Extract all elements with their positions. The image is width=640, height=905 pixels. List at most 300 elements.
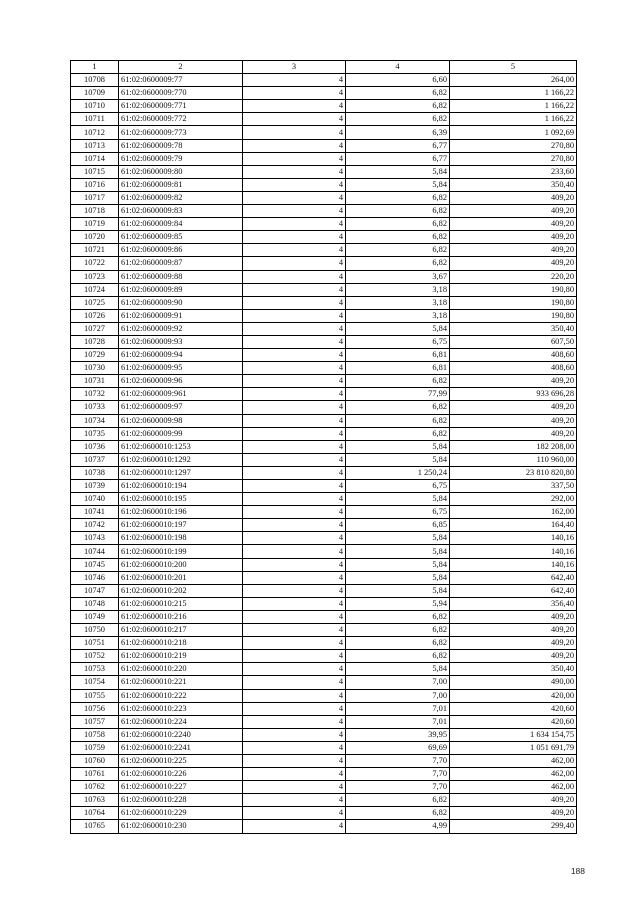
rate-cell: 6,82 [346, 87, 450, 100]
category-cell: 4 [243, 663, 346, 676]
category-cell: 4 [243, 283, 346, 296]
value-cell: 409,20 [450, 427, 577, 440]
cadastral-number-cell: 61:02:0600009:84 [119, 218, 243, 231]
rate-cell: 7,00 [346, 689, 450, 702]
rate-cell: 6,82 [346, 113, 450, 126]
category-cell: 4 [243, 610, 346, 623]
table-row [71, 270, 577, 283]
row-number-cell: 10742 [71, 519, 119, 532]
cadastral-number-cell: 61:02:0600009:88 [119, 270, 243, 283]
table-row [71, 610, 577, 623]
row-number-cell: 10764 [71, 807, 119, 820]
value-cell: 190,80 [450, 296, 577, 309]
value-cell: 140,16 [450, 545, 577, 558]
table-row [71, 139, 577, 152]
row-number-cell: 10728 [71, 335, 119, 348]
cadastral-number-cell: 61:02:0600010:195 [119, 493, 243, 506]
value-cell: 220,20 [450, 270, 577, 283]
registry-table [70, 60, 577, 834]
rate-cell: 6,81 [346, 349, 450, 362]
category-cell: 4 [243, 87, 346, 100]
value-cell: 1 092,69 [450, 126, 577, 139]
value-cell: 270,80 [450, 139, 577, 152]
table-row [71, 244, 577, 257]
row-number-cell: 10741 [71, 506, 119, 519]
value-cell: 409,20 [450, 414, 577, 427]
rate-cell: 5,84 [346, 453, 450, 466]
category-cell: 4 [243, 702, 346, 715]
rate-cell: 7,70 [346, 781, 450, 794]
row-number-cell: 10714 [71, 152, 119, 165]
cadastral-number-cell: 61:02:0600009:77 [119, 74, 243, 87]
table-row [71, 571, 577, 584]
cadastral-number-cell: 61:02:0600009:94 [119, 349, 243, 362]
table-row [71, 427, 577, 440]
category-cell: 4 [243, 100, 346, 113]
value-cell: 162,00 [450, 506, 577, 519]
cadastral-number-cell: 61:02:0600010:202 [119, 584, 243, 597]
row-number-cell: 10724 [71, 283, 119, 296]
row-number-cell: 10731 [71, 375, 119, 388]
table-row [71, 231, 577, 244]
cadastral-number-cell: 61:02:0600010:217 [119, 624, 243, 637]
rate-cell: 77,99 [346, 388, 450, 401]
table-row [71, 597, 577, 610]
rate-cell: 6,82 [346, 191, 450, 204]
value-cell: 409,20 [450, 650, 577, 663]
category-cell: 4 [243, 676, 346, 689]
category-cell: 4 [243, 597, 346, 610]
row-number-cell: 10727 [71, 322, 119, 335]
value-cell: 270,80 [450, 152, 577, 165]
rate-cell: 6,75 [346, 335, 450, 348]
table-row [71, 781, 577, 794]
category-cell: 4 [243, 689, 346, 702]
rate-cell: 3,67 [346, 270, 450, 283]
row-number-cell: 10740 [71, 493, 119, 506]
row-number-cell: 10750 [71, 624, 119, 637]
rate-cell: 5,94 [346, 597, 450, 610]
value-cell: 292,00 [450, 493, 577, 506]
row-number-cell: 10729 [71, 349, 119, 362]
cadastral-number-cell: 61:02:0600010:229 [119, 807, 243, 820]
value-cell: 409,20 [450, 624, 577, 637]
rate-cell: 7,00 [346, 676, 450, 689]
value-cell: 190,80 [450, 283, 577, 296]
cadastral-number-cell: 61:02:0600009:86 [119, 244, 243, 257]
value-cell: 337,50 [450, 480, 577, 493]
table-row [71, 493, 577, 506]
table-row [71, 624, 577, 637]
value-cell: 409,20 [450, 191, 577, 204]
value-cell: 350,40 [450, 663, 577, 676]
rate-cell: 6,85 [346, 519, 450, 532]
value-cell: 462,00 [450, 781, 577, 794]
table-row [71, 702, 577, 715]
value-cell: 408,60 [450, 362, 577, 375]
rate-cell: 6,82 [346, 231, 450, 244]
category-cell: 4 [243, 126, 346, 139]
cadastral-number-cell: 61:02:0600010:228 [119, 794, 243, 807]
cadastral-number-cell: 61:02:0600010:216 [119, 610, 243, 623]
category-cell: 4 [243, 244, 346, 257]
row-number-cell: 10761 [71, 768, 119, 781]
value-cell: 420,00 [450, 689, 577, 702]
table-row [71, 100, 577, 113]
cadastral-number-cell: 61:02:0600010:1253 [119, 440, 243, 453]
cadastral-number-cell: 61:02:0600010:199 [119, 545, 243, 558]
cadastral-number-cell: 61:02:0600010:219 [119, 650, 243, 663]
table-row [71, 388, 577, 401]
table-row [71, 283, 577, 296]
table-row [71, 126, 577, 139]
value-cell: 420,60 [450, 702, 577, 715]
row-number-cell: 10762 [71, 781, 119, 794]
category-cell: 4 [243, 637, 346, 650]
category-cell: 4 [243, 218, 346, 231]
category-cell: 4 [243, 493, 346, 506]
cadastral-number-cell: 61:02:0600010:220 [119, 663, 243, 676]
row-number-cell: 10726 [71, 309, 119, 322]
value-cell: 409,20 [450, 257, 577, 270]
row-number-cell: 10743 [71, 532, 119, 545]
value-cell: 1 166,22 [450, 113, 577, 126]
value-cell: 23 810 820,80 [450, 466, 577, 479]
column-header-3: 3 [243, 61, 346, 74]
category-cell: 4 [243, 139, 346, 152]
table-row [71, 453, 577, 466]
rate-cell: 6,82 [346, 624, 450, 637]
cadastral-number-cell: 61:02:0600010:200 [119, 558, 243, 571]
row-number-cell: 10711 [71, 113, 119, 126]
rate-cell: 6,82 [346, 244, 450, 257]
rate-cell: 6,82 [346, 414, 450, 427]
rate-cell: 7,70 [346, 754, 450, 767]
table-body [71, 74, 577, 833]
value-cell: 642,40 [450, 571, 577, 584]
cadastral-number-cell: 61:02:0600010:226 [119, 768, 243, 781]
table-row [71, 414, 577, 427]
table-row [71, 257, 577, 270]
value-cell: 420,60 [450, 715, 577, 728]
value-cell: 140,16 [450, 558, 577, 571]
value-cell: 299,40 [450, 820, 577, 833]
category-cell: 4 [243, 296, 346, 309]
rate-cell: 5,84 [346, 322, 450, 335]
category-cell: 4 [243, 231, 346, 244]
value-cell: 409,20 [450, 205, 577, 218]
row-number-cell: 10722 [71, 257, 119, 270]
cadastral-number-cell: 61:02:0600009:92 [119, 322, 243, 335]
value-cell: 409,20 [450, 244, 577, 257]
table-row [71, 165, 577, 178]
column-header-4: 4 [346, 61, 450, 74]
row-number-cell: 10751 [71, 637, 119, 650]
row-number-cell: 10738 [71, 466, 119, 479]
category-cell: 4 [243, 401, 346, 414]
category-cell: 4 [243, 427, 346, 440]
rate-cell: 5,84 [346, 545, 450, 558]
value-cell: 409,20 [450, 637, 577, 650]
cadastral-number-cell: 61:02:0600009:99 [119, 427, 243, 440]
cadastral-number-cell: 61:02:0600010:1297 [119, 466, 243, 479]
rate-cell: 1 250,24 [346, 466, 450, 479]
cadastral-number-cell: 61:02:0600009:961 [119, 388, 243, 401]
row-number-cell: 10745 [71, 558, 119, 571]
rate-cell: 6,82 [346, 401, 450, 414]
value-cell: 462,00 [450, 754, 577, 767]
row-number-cell: 10746 [71, 571, 119, 584]
category-cell: 4 [243, 545, 346, 558]
table-row [71, 532, 577, 545]
row-number-cell: 10712 [71, 126, 119, 139]
category-cell: 4 [243, 794, 346, 807]
row-number-cell: 10736 [71, 440, 119, 453]
row-number-cell: 10749 [71, 610, 119, 623]
value-cell: 1 166,22 [450, 87, 577, 100]
row-number-cell: 10755 [71, 689, 119, 702]
category-cell: 4 [243, 205, 346, 218]
category-cell: 4 [243, 532, 346, 545]
page-number: 188 [570, 866, 585, 876]
category-cell: 4 [243, 624, 346, 637]
row-number-cell: 10760 [71, 754, 119, 767]
column-header-2: 2 [119, 61, 243, 74]
cadastral-number-cell: 61:02:0600009:87 [119, 257, 243, 270]
rate-cell: 4,99 [346, 820, 450, 833]
value-cell: 182 208,00 [450, 440, 577, 453]
rate-cell: 6,60 [346, 74, 450, 87]
value-cell: 140,16 [450, 532, 577, 545]
category-cell: 4 [243, 480, 346, 493]
value-cell: 233,60 [450, 165, 577, 178]
cadastral-number-cell: 61:02:0600009:771 [119, 100, 243, 113]
table-row [71, 87, 577, 100]
row-number-cell: 10725 [71, 296, 119, 309]
row-number-cell: 10756 [71, 702, 119, 715]
rate-cell: 7,70 [346, 768, 450, 781]
row-number-cell: 10754 [71, 676, 119, 689]
cadastral-number-cell: 61:02:0600010:224 [119, 715, 243, 728]
table-row [71, 296, 577, 309]
rate-cell: 6,82 [346, 375, 450, 388]
category-cell: 4 [243, 440, 346, 453]
table-row [71, 335, 577, 348]
rate-cell: 6,82 [346, 427, 450, 440]
cadastral-number-cell: 61:02:0600010:218 [119, 637, 243, 650]
cadastral-number-cell: 61:02:0600010:225 [119, 754, 243, 767]
header-row [71, 61, 577, 74]
table-row [71, 650, 577, 663]
cadastral-number-cell: 61:02:0600009:78 [119, 139, 243, 152]
value-cell: 264,00 [450, 74, 577, 87]
rate-cell: 6,82 [346, 218, 450, 231]
category-cell: 4 [243, 650, 346, 663]
value-cell: 933 696,28 [450, 388, 577, 401]
cadastral-number-cell: 61:02:0600010:223 [119, 702, 243, 715]
category-cell: 4 [243, 335, 346, 348]
category-cell: 4 [243, 754, 346, 767]
category-cell: 4 [243, 558, 346, 571]
value-cell: 1 051 691,79 [450, 741, 577, 754]
cadastral-number-cell: 61:02:0600009:91 [119, 309, 243, 322]
table-row [71, 152, 577, 165]
cadastral-number-cell: 61:02:0600010:197 [119, 519, 243, 532]
table-row [71, 362, 577, 375]
row-number-cell: 10734 [71, 414, 119, 427]
category-cell: 4 [243, 165, 346, 178]
category-cell: 4 [243, 152, 346, 165]
value-cell: 408,60 [450, 349, 577, 362]
cadastral-number-cell: 61:02:0600009:96 [119, 375, 243, 388]
rate-cell: 39,95 [346, 728, 450, 741]
rate-cell: 5,84 [346, 165, 450, 178]
rate-cell: 6,82 [346, 807, 450, 820]
row-number-cell: 10748 [71, 597, 119, 610]
row-number-cell: 10735 [71, 427, 119, 440]
category-cell: 4 [243, 362, 346, 375]
value-cell: 409,20 [450, 375, 577, 388]
cadastral-number-cell: 61:02:0600010:2240 [119, 728, 243, 741]
rate-cell: 6,77 [346, 139, 450, 152]
cadastral-number-cell: 61:02:0600009:79 [119, 152, 243, 165]
table-row [71, 545, 577, 558]
column-header-5: 5 [450, 61, 577, 74]
cadastral-number-cell: 61:02:0600009:772 [119, 113, 243, 126]
row-number-cell: 10757 [71, 715, 119, 728]
table-row [71, 178, 577, 191]
cadastral-number-cell: 61:02:0600010:215 [119, 597, 243, 610]
cadastral-number-cell: 61:02:0600009:89 [119, 283, 243, 296]
row-number-cell: 10720 [71, 231, 119, 244]
value-cell: 1 166,22 [450, 100, 577, 113]
value-cell: 409,20 [450, 218, 577, 231]
cadastral-number-cell: 61:02:0600010:227 [119, 781, 243, 794]
table-row [71, 401, 577, 414]
cadastral-number-cell: 61:02:0600010:201 [119, 571, 243, 584]
cadastral-number-cell: 61:02:0600010:198 [119, 532, 243, 545]
cadastral-number-cell: 61:02:0600009:97 [119, 401, 243, 414]
cadastral-number-cell: 61:02:0600009:773 [119, 126, 243, 139]
table-row [71, 74, 577, 87]
rate-cell: 6,77 [346, 152, 450, 165]
row-number-cell: 10737 [71, 453, 119, 466]
row-number-cell: 10718 [71, 205, 119, 218]
row-number-cell: 10744 [71, 545, 119, 558]
cadastral-number-cell: 61:02:0600010:230 [119, 820, 243, 833]
row-number-cell: 10732 [71, 388, 119, 401]
rate-cell: 7,01 [346, 702, 450, 715]
rate-cell: 6,81 [346, 362, 450, 375]
category-cell: 4 [243, 257, 346, 270]
value-cell: 350,40 [450, 322, 577, 335]
cadastral-number-cell: 61:02:0600010:222 [119, 689, 243, 702]
row-number-cell: 10759 [71, 741, 119, 754]
category-cell: 4 [243, 388, 346, 401]
value-cell: 642,40 [450, 584, 577, 597]
row-number-cell: 10721 [71, 244, 119, 257]
rate-cell: 6,39 [346, 126, 450, 139]
rate-cell: 5,84 [346, 663, 450, 676]
rate-cell: 6,82 [346, 257, 450, 270]
cadastral-number-cell: 61:02:0600009:98 [119, 414, 243, 427]
cadastral-number-cell: 61:02:0600009:83 [119, 205, 243, 218]
table-row [71, 689, 577, 702]
value-cell: 409,20 [450, 231, 577, 244]
table-row [71, 322, 577, 335]
row-number-cell: 10733 [71, 401, 119, 414]
rate-cell: 5,84 [346, 558, 450, 571]
category-cell: 4 [243, 309, 346, 322]
column-header-1: 1 [71, 61, 119, 74]
cadastral-number-cell: 61:02:0600009:93 [119, 335, 243, 348]
rate-cell: 5,84 [346, 493, 450, 506]
category-cell: 4 [243, 820, 346, 833]
row-number-cell: 10715 [71, 165, 119, 178]
rate-cell: 3,18 [346, 309, 450, 322]
table-row [71, 466, 577, 479]
category-cell: 4 [243, 178, 346, 191]
table-row [71, 375, 577, 388]
cadastral-number-cell: 61:02:0600010:2241 [119, 741, 243, 754]
cadastral-number-cell: 61:02:0600009:95 [119, 362, 243, 375]
category-cell: 4 [243, 519, 346, 532]
value-cell: 409,20 [450, 610, 577, 623]
rate-cell: 6,82 [346, 205, 450, 218]
table-row [71, 558, 577, 571]
row-number-cell: 10765 [71, 820, 119, 833]
value-cell: 356,40 [450, 597, 577, 610]
rate-cell: 6,75 [346, 506, 450, 519]
table-row [71, 113, 577, 126]
rate-cell: 7,01 [346, 715, 450, 728]
cadastral-number-cell: 61:02:0600009:82 [119, 191, 243, 204]
table-row [71, 349, 577, 362]
value-cell: 409,20 [450, 807, 577, 820]
category-cell: 4 [243, 113, 346, 126]
category-cell: 4 [243, 506, 346, 519]
row-number-cell: 10763 [71, 794, 119, 807]
table-row [71, 728, 577, 741]
value-cell: 164,40 [450, 519, 577, 532]
table-row [71, 741, 577, 754]
category-cell: 4 [243, 728, 346, 741]
cadastral-number-cell: 61:02:0600009:81 [119, 178, 243, 191]
cadastral-number-cell: 61:02:0600009:90 [119, 296, 243, 309]
cadastral-number-cell: 61:02:0600010:221 [119, 676, 243, 689]
table-row [71, 506, 577, 519]
cadastral-number-cell: 61:02:0600010:1292 [119, 453, 243, 466]
category-cell: 4 [243, 270, 346, 283]
value-cell: 409,20 [450, 794, 577, 807]
rate-cell: 5,84 [346, 440, 450, 453]
cadastral-number-cell: 61:02:0600009:80 [119, 165, 243, 178]
rate-cell: 3,18 [346, 283, 450, 296]
category-cell: 4 [243, 322, 346, 335]
cadastral-number-cell: 61:02:0600009:770 [119, 87, 243, 100]
rate-cell: 6,82 [346, 610, 450, 623]
value-cell: 490,00 [450, 676, 577, 689]
table-row [71, 637, 577, 650]
table-row [71, 676, 577, 689]
rate-cell: 6,82 [346, 794, 450, 807]
category-cell: 4 [243, 584, 346, 597]
table-row [71, 584, 577, 597]
row-number-cell: 10716 [71, 178, 119, 191]
rate-cell: 5,84 [346, 584, 450, 597]
cadastral-number-cell: 61:02:0600010:194 [119, 480, 243, 493]
category-cell: 4 [243, 781, 346, 794]
